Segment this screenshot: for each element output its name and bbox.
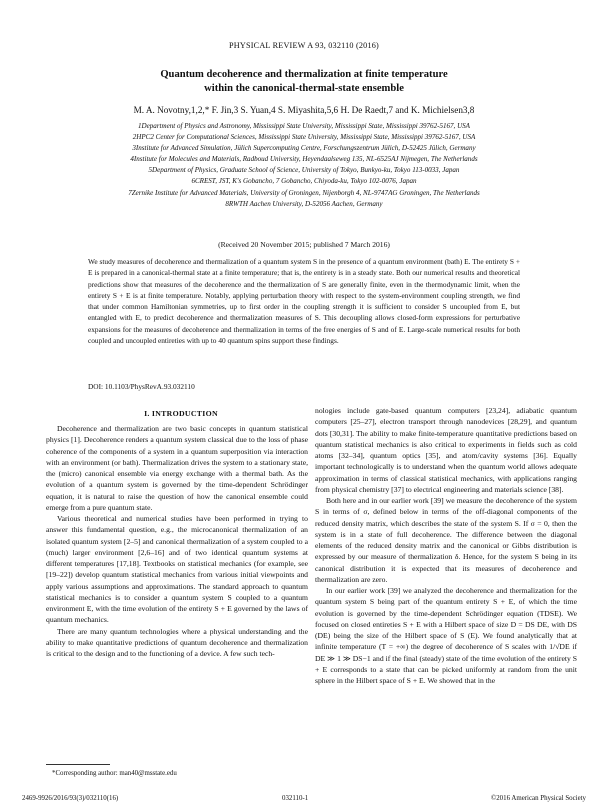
right-column [315, 405, 577, 686]
affiliation: 1Department of Physics and Astronomy, Mississippi State University, Mississippi State, Mississippi 39762-5167, USA [138, 122, 470, 130]
abstract-text: We study measures of decoherence and thermalization of a quantum system S in the presence of a quantum environment (bath) E. The entirety S + E is prepared in a canonical-thermal state at a finite temperature; that is, the entirety is in a steady state. Both our numerical results and theoretical predictions show that measures of the decoherence and the thermalization of S are generally finite, even in the thermodynamic limit, when the entirety S + E is at finite temperature. Notably, applying perturbation theory with respect to the system-environment coupling strength, we find that under common Hamiltonian symmetries, up to first order in the coupling strength it is sufficient to consider S uncoupled from E, but entangled with E, to predict decoherence and thermalization measures of S. This decoupling allows closed-form expressions for perturbative expansions for the measures of decoherence and thermalization in terms of the free energies of S and of E. Large-scale numerical results for both coupled and uncoupled entireties with up to 40 quantum spins support these findings. [88, 257, 520, 346]
paragraph: Both here and in our earlier work [39] we measure the decoherence of the system S in terms of σ, defined below in terms of the off-diagonal components of the reduced density matrix, which describes the state of the system S. If σ = 0, then the system is in a state of full decoherence. The difference between the diagonal elements of the reduced density matrix and the canonical or Gibbs distribution is expressed by our measure of thermalization δ. Hence, for the system S being in its canonical distribution it is expected that its measures of decoherence and thermalization are zero. [315, 496, 577, 584]
paragraph: nologies include gate-based quantum computers [23,24], adiabatic quantum computers [25–27], electron transport through nanodevices [28,29], and quantum dots [30,31]. The ability to make finite-temperature quantitative predictions based on quantum statistical mechanics is also critical to experiments in fields such as cold atoms [32–34], quantum optics [35], and atom/cavity systems [36]. Equally important technologically is to understand when the quantum world allows adequate approximation in terms of classical statistical mechanics, with applications ranging from physical chemistry [37] to electrical engineering and materials science [38]. [315, 406, 577, 494]
section-heading: I. INTRODUCTION [144, 409, 218, 418]
journal-header: PHYSICAL REVIEW A 93, 032110 (2016) [229, 41, 379, 50]
title-line-2: within the canonical-thermal-state ensemble [204, 82, 404, 94]
author-list: M. A. Novotny,1,2,* F. Jin,3 S. Yuan,4 S. Miyashita,5,6 H. De Raedt,7 and K. Michielsen3,8 [133, 105, 475, 115]
affiliation: 2HPC2 Center for Computational Sciences, Mississippi State University, Mississippi State, Mississippi 39762-5167, USA [132, 133, 476, 142]
footer-copyright: ©2016 American Physical Society [491, 795, 586, 802]
title-line-1: Quantum decoherence and thermalization at finite temperature [160, 69, 448, 80]
corresponding-author-footnote: *Corresponding author: man40@msstate.edu [52, 770, 177, 777]
paper-title [60, 68, 548, 95]
affiliation: 4Institute for Molecules and Materials, Radboud University, Heyendaalseweg 135, NL-6525AJ Nijmegen, The Netherlands [130, 155, 478, 164]
paragraph: There are many quantum technologies where a physical understanding and the ability to make quantitative predictions of quantum decoherence and thermalization is critical to the design and to the functioning of a device. A few such tech- [46, 626, 308, 658]
paragraph: Decoherence and thermalization are two basic concepts in quantum statistical physics [1]. Decoherence renders a quantum system classical due to the loss of phase coherence of the components of a system in a quantum superposition via interaction with an environment (or bath). Thermalization drives the system to a stationary state, the (micro) canonical ensemble via energy exchange with a thermal bath. As the evolution of a quantum system is governed by the time-dependent Schrödinger equation, it is natural to raise the question of how the canonical ensemble could emerge from a pure quantum state. [46, 424, 308, 512]
received-dates: (Received 20 November 2015; published 7 March 2016) [218, 240, 390, 249]
affiliation: 3Institute for Advanced Simulation, Jülich Supercomputing Centre, Forschungszentrum Jülich, D-52425 Jülich, Germany [132, 144, 476, 153]
left-column [46, 423, 308, 659]
affiliation-list [20, 121, 588, 210]
abstract [88, 256, 520, 346]
doi-link[interactable]: DOI: 10.1103/PhysRevA.93.032110 [88, 382, 195, 391]
paragraph: Various theoretical and numerical studies have been performed in trying to answer this fundamental question, e.g., the microcanonical thermalization of an isolated quantum system [2–5] and canonical thermalization of a system coupled to a (much) larger environment [2,6–16] and of two identical quantum systems at different temperatures [17,18]. Textbooks on statistical mechanics (for example, see [19–22]) develop quantum statistical mechanics from various initial viewpoints and apply various assumptions and approximations. The standard approach to quantum statistical mechanics is to consider a quantum system S coupled to a quantum environment E, with the time evolution of the entirety S + E governed by the laws of quantum mechanics. [46, 514, 308, 625]
footer-issn: 2469-9926/2016/93(3)/032110(16) [22, 795, 119, 802]
affiliation: 5Department of Physics, Graduate School of Science, University of Tokyo, Bunkyo-ku, Tokyo 113-0033, Japan [148, 166, 460, 175]
footer-page-number: 032110-1 [282, 795, 309, 802]
paragraph: In our earlier work [39] we analyzed the decoherence and thermalization for the quantum system S being part of the quantum entirety S + E, of which the time evolution is governed by the time-dependent Schrödinger equation (TDSE). We focused on closed entireties S + E with a Hilbert space of size D = DS DE, with DS (DE) being the size of the Hilbert space of S (E). We found analytically that at infinite temperature (T = +∞) the degree of decoherence of S scales with 1/√DE if DE ≫ 1 ≫ DS−1 and if the final (steady) state of the time evolution of the entirety S + E corresponds to a state that can be picked uniformly at random from the unit sphere in the Hilbert space of S + E. We showed that in the [315, 586, 577, 685]
affiliation: 7Zernike Institute for Advanced Materials, University of Groningen, Nijenborgh 4, NL-9747AG Groningen, The Netherlands [128, 188, 480, 197]
affiliation: 6CREST, JST, K's Gobancho, 7 Gobancho, Chiyoda-ku, Tokyo 102-0076, Japan [191, 177, 417, 186]
affiliation: 8RWTH Aachen University, D-52056 Aachen, Germany [225, 199, 383, 208]
footnote-divider [46, 764, 110, 765]
